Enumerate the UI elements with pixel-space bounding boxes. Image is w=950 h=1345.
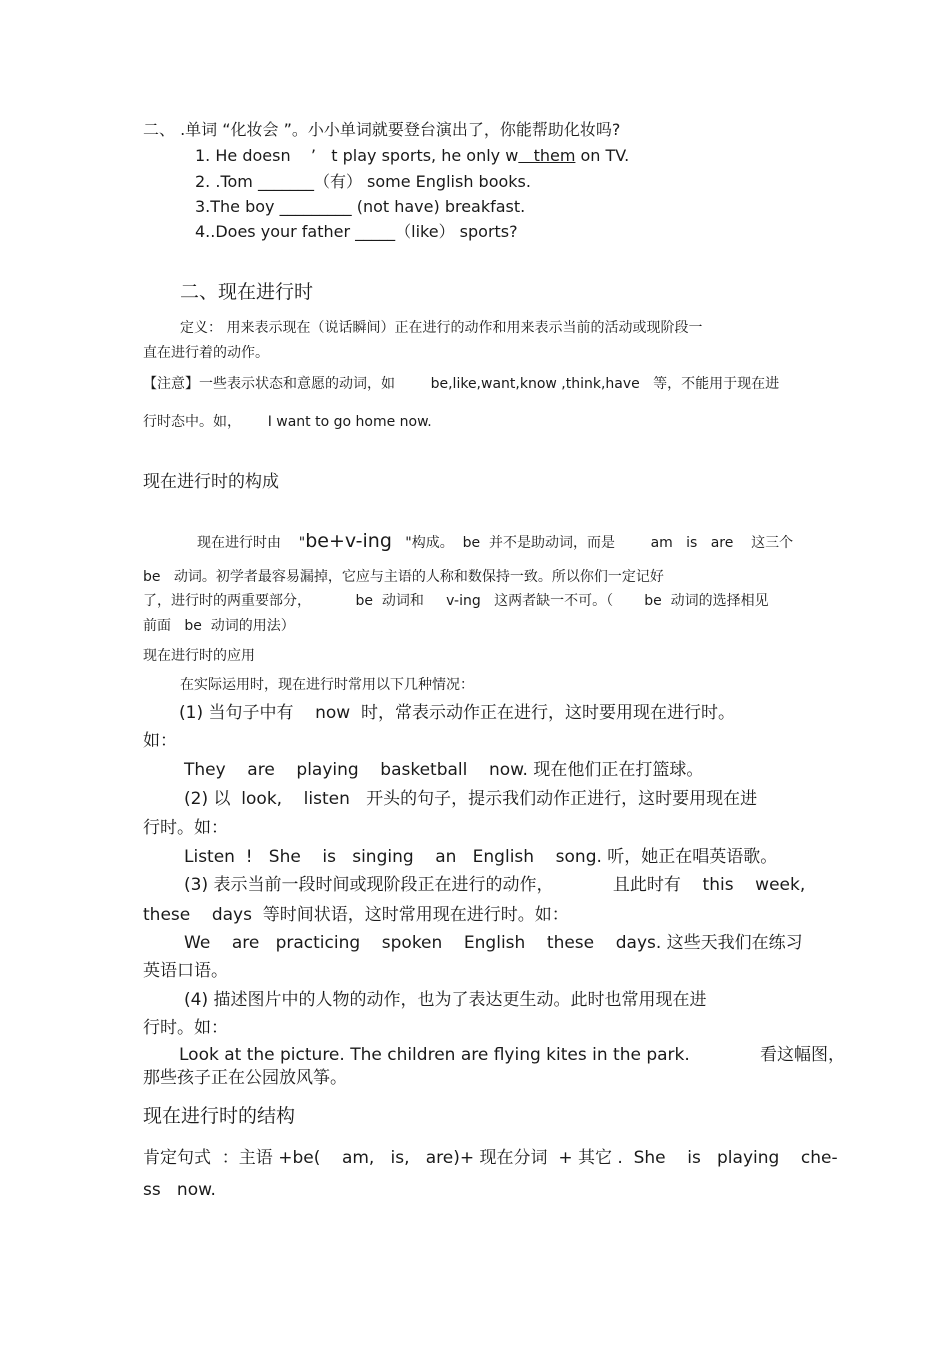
structure-line-2: ss now. xyxy=(143,1180,216,1200)
note-line-2: 行时态中。如， I want to go home now. xyxy=(143,414,432,430)
definition-line-1: 定义： 用来表示现在（说话瞬间）正在进行的动作和用来表示当前的活动或现阶段一 xyxy=(180,320,703,336)
usage-4-example: Look at the picture. The children are flying kites in the park. 看这幅图， xyxy=(179,1045,846,1065)
application-intro: 在实际运用时，现在进行时常用以下几种情况： xyxy=(180,677,474,693)
note-line-1: 【注意】一些表示状态和意愿的动词，如 be,like,want,know ,think,have 等，不能用于现在进 xyxy=(143,376,780,392)
composition-line-1a: 现在进行时由 " xyxy=(197,535,306,551)
usage-4-line-1: (4) 描述图片中的人物的动作，也为了表达更生动。此时也常用现在进 xyxy=(184,990,707,1010)
composition-line-1c: "构成。 be 并不是助动词，而是 am is are 这三个 xyxy=(391,535,794,551)
usage-3-line-1: (3) 表示当前一段时间或现阶段正在进行的动作， 且此时有 this week, xyxy=(184,875,806,895)
structure-line-1: 肯定句式 ：主语 +be( am, is, are)+ 现在分词 + 其它 . She is playing che- xyxy=(143,1148,838,1168)
usage-1-line-1: (1) 当句子中有 now 时，常表示动作正在进行，这时要用现在进行时。 xyxy=(179,703,735,723)
usage-3-example-cont: 英语口语。 xyxy=(143,961,228,981)
usage-1-line-2: 如： xyxy=(143,731,177,751)
usage-2-example: Listen ! She is singing an English song. 听，她正在唱英语歌。 xyxy=(184,847,778,867)
structure-heading: 现在进行时的结构 xyxy=(143,1105,296,1127)
definition-line-2: 直在进行着的动作。 xyxy=(143,345,269,361)
exercise-1-prefix: 1. He doesn ’ t play sports, he only w xyxy=(195,146,519,165)
usage-4-example-cont: 那些孩子正在公园放风筝。 xyxy=(143,1068,347,1088)
exercise-1-suffix: on TV. xyxy=(575,146,630,165)
exercise-3: 3.The boy _________ (not have) breakfast. xyxy=(195,197,526,216)
application-heading: 现在进行时的应用 xyxy=(143,648,255,664)
composition-heading: 现在进行时的构成 xyxy=(143,472,279,492)
section2-title: 二、现在进行时 xyxy=(180,281,314,303)
composition-line-4: 前面 be 动词的用法） xyxy=(143,618,295,634)
composition-line-1 xyxy=(197,530,793,553)
exercise-1-answer: them xyxy=(518,146,576,165)
usage-1-example: They are playing basketball now. 现在他们正在打篮球。 xyxy=(184,760,704,780)
composition-line-2: be 动词。初学者最容易漏掉，它应与主语的人称和数保持一致。所以你们一定记好 xyxy=(143,569,664,585)
composition-formula: be+v-ing xyxy=(305,530,392,552)
exercise-2: 2. .Tom _______（有） some English books. xyxy=(195,172,531,191)
usage-2-line-1: (2) 以 look, listen 开头的句子，提示我们动作正进行，这时要用现在进 xyxy=(184,789,758,809)
usage-3-line-2: these days 等时间状语，这时常用现在进行时。如： xyxy=(143,905,569,925)
usage-3-example: We are practicing spoken English these days. 这些天我们在练习 xyxy=(184,933,803,953)
usage-4-line-2: 行时。如： xyxy=(143,1018,228,1038)
composition-line-3: 了，进行时的两重要部分， be 动词和 v-ing 这两者缺一不可。（ be 动词的选择相见 xyxy=(143,593,769,609)
usage-2-line-2: 行时。如： xyxy=(143,818,228,838)
exercise-4: 4..Does your father _____（like） sports? xyxy=(195,222,518,241)
section1-title: 二、 .单词 “化妆会 ”。小小单词就要登台演出了，你能帮助化妆吗? xyxy=(143,120,621,139)
exercise-1 xyxy=(195,146,629,165)
